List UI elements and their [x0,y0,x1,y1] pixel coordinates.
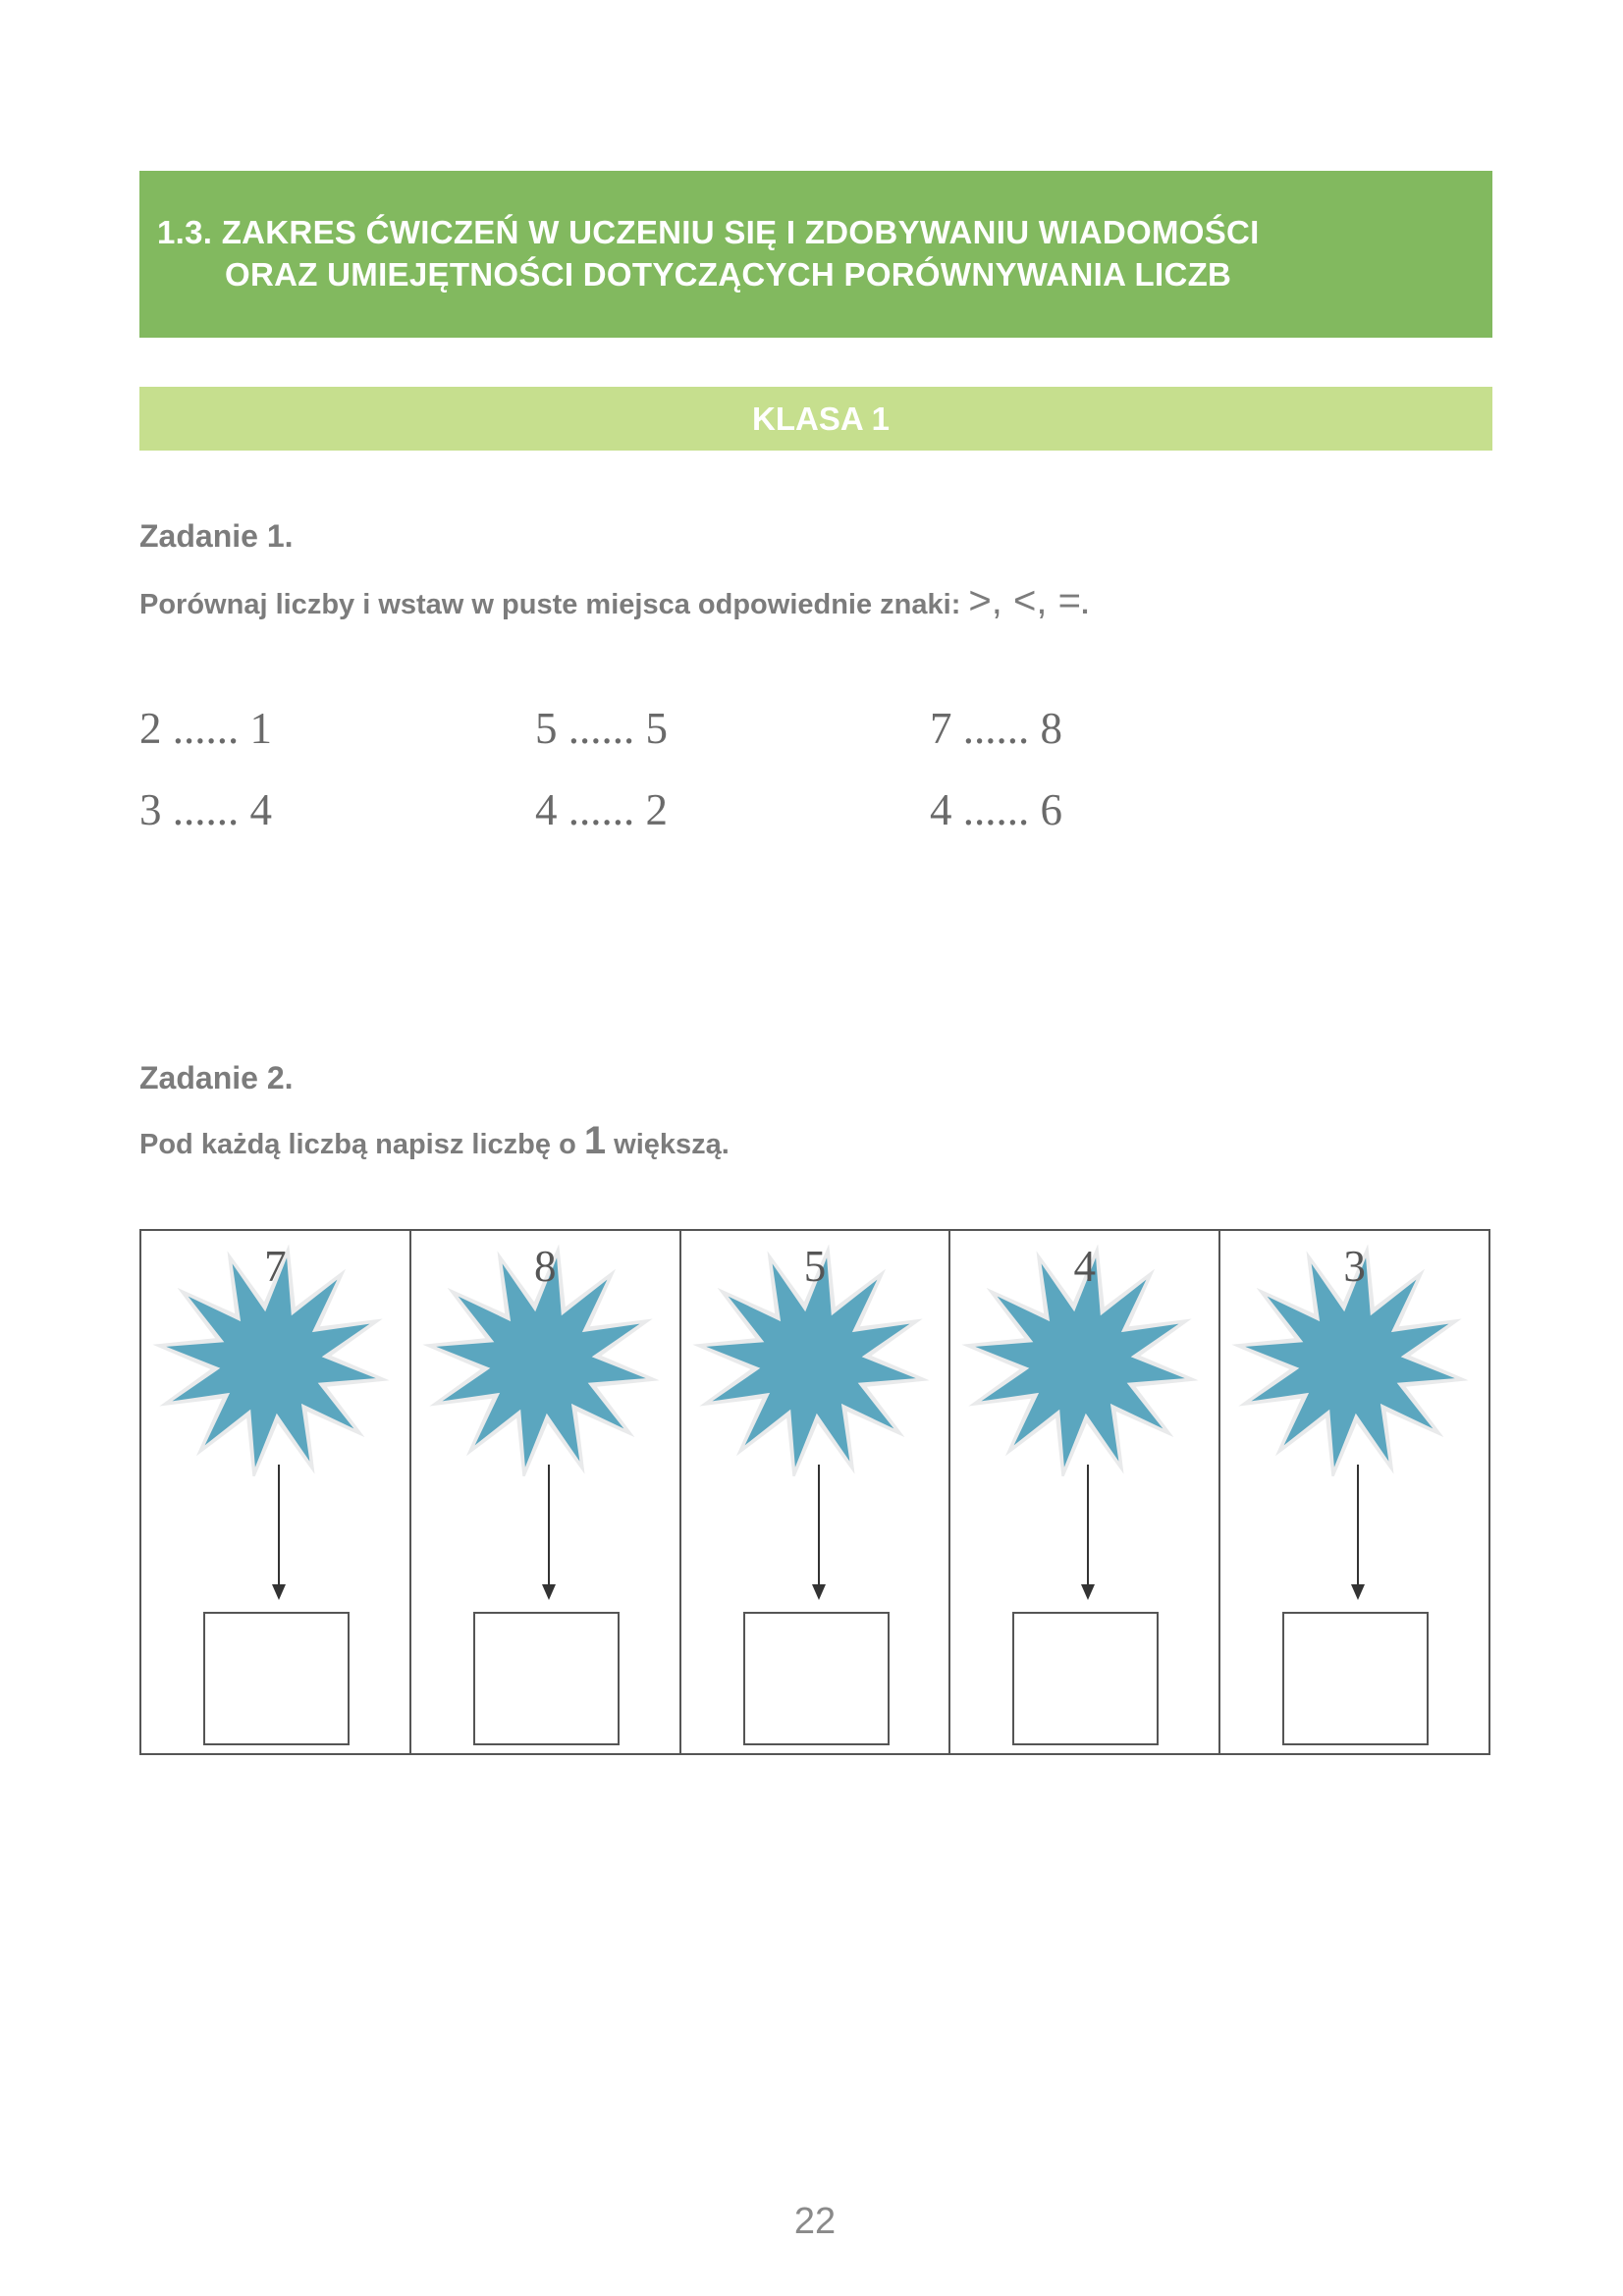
grid-cell [141,1231,411,1753]
task-2-instruction-text: Pod każdą liczbą napisz liczbę o [139,1129,584,1160]
arrow-head [1081,1584,1095,1600]
arrow-down-icon [541,1465,557,1602]
page-number: 22 [793,2201,837,2242]
task-1-title: Zadanie 1. [139,518,294,554]
comparison-item: 3 ...... 4 [139,785,272,834]
arrow-down-icon [271,1465,287,1602]
start-number: 4 [1073,1242,1097,1291]
task-1-instruction-end: . [1080,589,1090,620]
start-number: 3 [1343,1242,1366,1291]
section-title-line-2: ORAZ UMIEJĘTNOŚCI DOTYCZĄCYCH PORÓWNYWANIA LICZB [225,256,1232,293]
class-banner [139,387,1492,451]
answer-box[interactable] [473,1612,620,1745]
answer-box[interactable] [1012,1612,1159,1745]
section-header-banner [139,171,1492,338]
answer-box[interactable] [1282,1612,1429,1745]
arrow-head [812,1584,826,1600]
comparison-item: 2 ...... 1 [139,704,272,753]
arrow-head [542,1584,556,1600]
arrow-head [272,1584,286,1600]
start-number: 7 [264,1242,287,1291]
task-1-symbols: >, <, = [968,579,1081,622]
task-2-instruction [139,1119,730,1163]
answer-box[interactable] [743,1612,890,1745]
arrow-head [1351,1584,1365,1600]
task-2-title: Zadanie 2. [139,1060,294,1095]
grid-cell [950,1231,1220,1753]
arrow-down-icon [1080,1465,1096,1602]
arrow-down-icon [1350,1465,1366,1602]
answer-box[interactable] [203,1612,350,1745]
task-2-grid [139,1229,1490,1755]
start-number: 8 [533,1242,557,1291]
task-1-instruction [139,579,1089,623]
grid-cell [411,1231,681,1753]
comparison-item: 4 ...... 2 [535,785,668,834]
comparison-item: 7 ...... 8 [930,704,1062,753]
task-2-highlight-number: 1 [583,1119,607,1162]
grid-cell [1220,1231,1488,1753]
task-2-instruction-end: większą. [606,1129,730,1160]
grid-cell [681,1231,951,1753]
arrow-down-icon [811,1465,827,1602]
task-1-instruction-text: Porównaj liczby i wstaw w puste miejsca odpowiednie znaki: [139,589,969,620]
section-title-line-1: 1.3. ZAKRES ĆWICZEŃ W UCZENIU SIĘ I ZDOBYWANIU WIADOMOŚCI [157,214,1260,250]
class-label: KLASA 1 [752,400,890,437]
start-number: 5 [803,1242,827,1291]
comparison-item: 5 ...... 5 [535,704,668,753]
comparison-item: 4 ...... 6 [930,785,1062,834]
